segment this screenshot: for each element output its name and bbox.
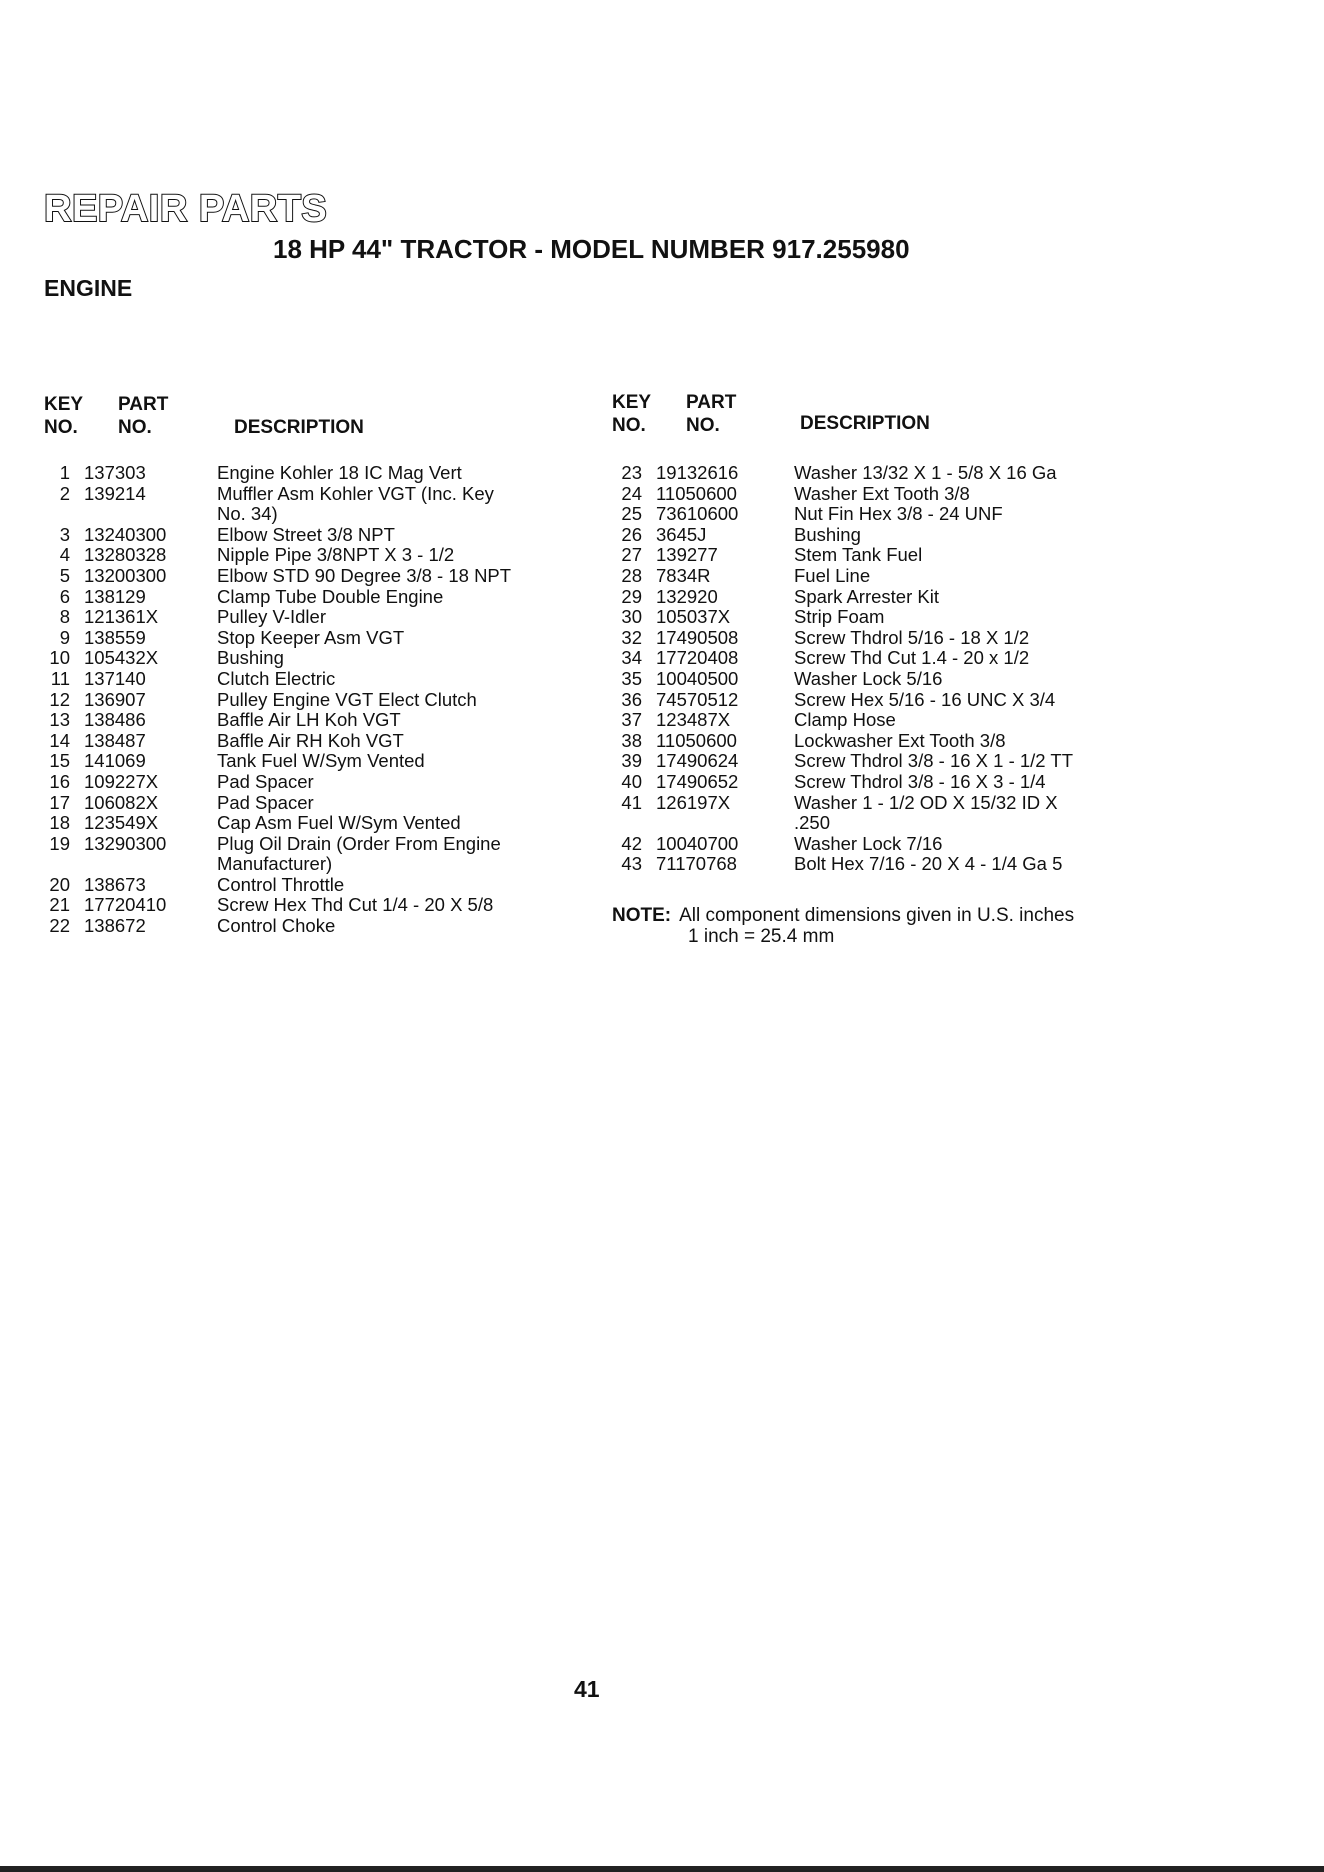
part-row	[36, 895, 557, 916]
part-row	[36, 525, 557, 546]
part-no: 138672	[84, 915, 146, 937]
part-no: 126197X	[656, 791, 731, 813]
part-row	[36, 772, 557, 793]
part-row	[36, 587, 557, 608]
key-no: 39	[621, 750, 642, 772]
key-no: 15	[49, 750, 70, 772]
part-description: Washer Lock 7/16	[794, 832, 943, 854]
key-no: 28	[621, 564, 642, 586]
part-no: 138559	[84, 626, 146, 648]
note-line-1: All component dimensions given in U.S. inches	[679, 905, 1075, 926]
part-row	[36, 875, 557, 896]
part-no: 17720408	[656, 647, 739, 669]
left-description-header: DESCRIPTION	[234, 417, 364, 438]
part-row	[36, 751, 557, 772]
part-no: 121361X	[84, 606, 159, 628]
part-no: 139214	[84, 482, 146, 504]
part-no: 10040700	[656, 832, 739, 854]
key-no: 12	[49, 688, 70, 710]
key-no: 32	[621, 626, 642, 648]
key-no: 13	[49, 709, 70, 731]
part-row	[608, 690, 1134, 711]
key-no: 30	[621, 606, 642, 628]
part-no: 7834R	[656, 564, 711, 586]
note-line-2: 1 inch = 25.4 mm	[688, 926, 835, 947]
part-description: Washer Lock 5/16	[794, 667, 943, 689]
part-row	[608, 463, 1134, 484]
part-row	[36, 648, 557, 669]
key-no: 17	[49, 791, 70, 813]
page-title: REPAIR PARTS	[44, 188, 328, 230]
key-no: 35	[621, 667, 642, 689]
part-no: 138673	[84, 873, 146, 895]
part-description: Engine Kohler 18 IC Mag Vert	[217, 462, 462, 483]
section-heading: ENGINE	[44, 275, 133, 301]
bottom-border	[0, 1866, 1324, 1872]
part-no: 3645J	[656, 523, 707, 545]
page-number: 41	[574, 1676, 600, 1702]
part-description: Pad Spacer	[217, 770, 314, 792]
part-row	[36, 854, 557, 875]
part-description: Spark Arrester Kit	[794, 585, 939, 607]
key-no: 34	[621, 647, 642, 669]
part-no: 123487X	[656, 709, 731, 731]
part-description: Nipple Pipe 3/8NPT X 3 - 1/2	[217, 544, 455, 566]
part-no: 139277	[656, 544, 718, 566]
part-no: 17490652	[656, 770, 739, 792]
part-description: Screw Thdrol 5/16 - 18 X 1/2	[794, 626, 1030, 648]
key-no: 16	[49, 770, 70, 792]
part-description: Tank Fuel W/Sym Vented	[217, 750, 425, 772]
part-no: 137303	[84, 462, 146, 483]
part-no: 73610600	[656, 503, 739, 525]
part-row	[36, 710, 557, 731]
part-description: Clamp Tube Double Engine	[217, 585, 444, 607]
part-row	[608, 607, 1134, 628]
right-parts-list	[608, 463, 1134, 875]
part-description: Bushing	[794, 523, 861, 545]
part-description: Clamp Hose	[794, 709, 896, 731]
part-no: 13290300	[84, 832, 167, 854]
part-description: Stem Tank Fuel	[794, 544, 923, 566]
part-row	[36, 628, 557, 649]
part-no: 138129	[84, 585, 146, 607]
key-no: 37	[621, 709, 642, 731]
key-no: 23	[621, 462, 642, 483]
key-no: 2	[59, 482, 70, 504]
part-no: 109227X	[84, 770, 159, 792]
part-no: 105432X	[84, 647, 159, 669]
part-row	[608, 854, 1134, 875]
part-description: Lockwasher Ext Tooth 3/8	[794, 729, 1006, 751]
part-no: 17490624	[656, 750, 739, 772]
part-no: 136907	[84, 688, 146, 710]
part-no: 123549X	[84, 812, 159, 834]
part-description: Plug Oil Drain (Order From Engine	[217, 832, 501, 854]
left-part-header: PART NO.	[118, 394, 169, 438]
part-row	[36, 504, 557, 525]
part-no: 13280328	[84, 544, 167, 566]
part-description: Screw Thdrol 3/8 - 16 X 3 - 1/4	[794, 770, 1046, 792]
part-description: Muffler Asm Kohler VGT (Inc. Key	[217, 482, 494, 504]
part-no: 137140	[84, 667, 146, 689]
part-row	[608, 566, 1134, 587]
part-no: 19132616	[656, 462, 739, 483]
left-key-header: KEY NO.	[44, 394, 84, 438]
key-no: 11	[50, 667, 70, 689]
key-no: 41	[621, 791, 642, 813]
part-row	[36, 690, 557, 711]
part-description: Nut Fin Hex 3/8 - 24 UNF	[794, 503, 1003, 525]
part-row	[608, 813, 1134, 834]
part-description: Pulley V-Idler	[217, 606, 326, 628]
part-description: Screw Thd Cut 1.4 - 20 x 1/2	[794, 647, 1030, 669]
key-no: 36	[621, 688, 642, 710]
right-description-header: DESCRIPTION	[800, 413, 930, 434]
part-description: Washer 13/32 X 1 - 5/8 X 16 Ga	[794, 462, 1057, 483]
note-label: NOTE:	[612, 905, 672, 926]
part-row	[36, 463, 557, 484]
part-no: 138486	[84, 709, 146, 731]
part-description: Pulley Engine VGT Elect Clutch	[217, 688, 477, 710]
part-row	[36, 731, 557, 752]
key-no: 25	[621, 503, 642, 525]
part-description: Elbow Street 3/8 NPT	[217, 523, 395, 545]
part-row	[36, 813, 557, 834]
part-row	[608, 648, 1134, 669]
part-no: 105037X	[656, 606, 731, 628]
part-no: 74570512	[656, 688, 739, 710]
part-no: 13200300	[84, 564, 167, 586]
part-description: Screw Thdrol 3/8 - 16 X 1 - 1/2 TT	[794, 750, 1073, 772]
part-description: Cap Asm Fuel W/Sym Vented	[217, 812, 461, 834]
part-row	[36, 545, 557, 566]
key-no: 42	[621, 832, 642, 854]
key-no: 26	[621, 523, 642, 545]
part-description: Elbow STD 90 Degree 3/8 - 18 NPT	[217, 564, 512, 586]
part-description: Baffle Air LH Koh VGT	[217, 709, 401, 731]
part-row	[608, 710, 1134, 731]
key-no: 27	[621, 544, 642, 566]
key-no	[36, 854, 84, 875]
part-row	[608, 793, 1134, 814]
part-description: Control Choke	[217, 915, 336, 937]
part-no: 10040500	[656, 667, 739, 689]
part-no	[656, 813, 794, 834]
part-row	[608, 669, 1134, 690]
part-row	[608, 525, 1134, 546]
part-description: No. 34)	[217, 503, 278, 525]
key-no: 8	[59, 606, 70, 628]
part-row	[36, 834, 557, 855]
part-row	[608, 587, 1134, 608]
key-no: 24	[621, 482, 642, 504]
part-row	[36, 669, 557, 690]
part-description: Strip Foam	[794, 606, 885, 628]
key-no: 6	[59, 585, 70, 607]
part-row	[608, 484, 1134, 505]
part-no: 13240300	[84, 523, 167, 545]
part-no: 71170768	[656, 853, 737, 875]
part-no: 17720410	[84, 894, 167, 916]
part-no: 11050600	[656, 729, 737, 751]
key-no: 19	[49, 832, 70, 854]
part-description: Manufacturer)	[217, 853, 333, 875]
key-no: 21	[49, 894, 70, 916]
key-no: 20	[49, 873, 70, 895]
part-description: Bushing	[217, 647, 284, 669]
part-description: Pad Spacer	[217, 791, 314, 813]
part-no	[84, 504, 217, 525]
part-no: 141069	[84, 750, 146, 772]
key-no: 1	[59, 462, 70, 483]
key-no: 40	[621, 770, 642, 792]
key-no: 18	[49, 812, 70, 834]
part-row	[36, 484, 557, 505]
part-row	[608, 504, 1134, 525]
key-no: 22	[49, 915, 70, 937]
key-no: 38	[621, 729, 642, 751]
key-no: 10	[49, 647, 70, 669]
part-no: 17490508	[656, 626, 739, 648]
key-no: 43	[621, 853, 642, 875]
part-row	[36, 793, 557, 814]
part-no: 106082X	[84, 791, 159, 813]
key-no: 9	[59, 626, 70, 648]
key-no: 3	[59, 523, 70, 545]
part-row	[608, 834, 1134, 855]
part-row	[36, 566, 557, 587]
part-description: Screw Hex Thd Cut 1/4 - 20 X 5/8	[217, 894, 494, 916]
part-description: Washer 1 - 1/2 OD X 15/32 ID X	[794, 791, 1058, 813]
part-row	[36, 916, 557, 937]
part-no: 11050600	[656, 482, 737, 504]
part-row	[608, 772, 1134, 793]
key-no: 4	[59, 544, 70, 566]
key-no: 29	[621, 585, 642, 607]
key-no: 5	[59, 564, 70, 586]
part-row	[608, 545, 1134, 566]
part-description: Screw Hex 5/16 - 16 UNC X 3/4	[794, 688, 1056, 710]
right-key-header: KEY NO.	[612, 392, 652, 436]
key-no: 14	[49, 729, 70, 751]
part-description: .250	[794, 812, 831, 834]
note-block	[612, 905, 1074, 947]
part-description: Control Throttle	[217, 873, 345, 895]
part-no: 138487	[84, 729, 146, 751]
part-description: Stop Keeper Asm VGT	[217, 626, 405, 648]
part-description: Bolt Hex 7/16 - 20 X 4 - 1/4 Ga 5	[794, 853, 1063, 875]
part-no: 132920	[656, 585, 718, 607]
part-row	[608, 731, 1134, 752]
part-no	[84, 854, 217, 875]
key-no	[36, 504, 84, 525]
key-no	[608, 813, 656, 834]
right-part-header: PART NO.	[686, 392, 737, 436]
part-row	[608, 628, 1134, 649]
part-description: Fuel Line	[794, 564, 871, 586]
part-description: Clutch Electric	[217, 667, 336, 689]
left-parts-list	[36, 463, 557, 937]
part-row	[36, 607, 557, 628]
model-subtitle: 18 HP 44" TRACTOR - MODEL NUMBER 917.255980	[273, 234, 910, 264]
part-row	[608, 751, 1134, 772]
part-description: Baffle Air RH Koh VGT	[217, 729, 404, 751]
part-description: Washer Ext Tooth 3/8	[794, 482, 970, 504]
